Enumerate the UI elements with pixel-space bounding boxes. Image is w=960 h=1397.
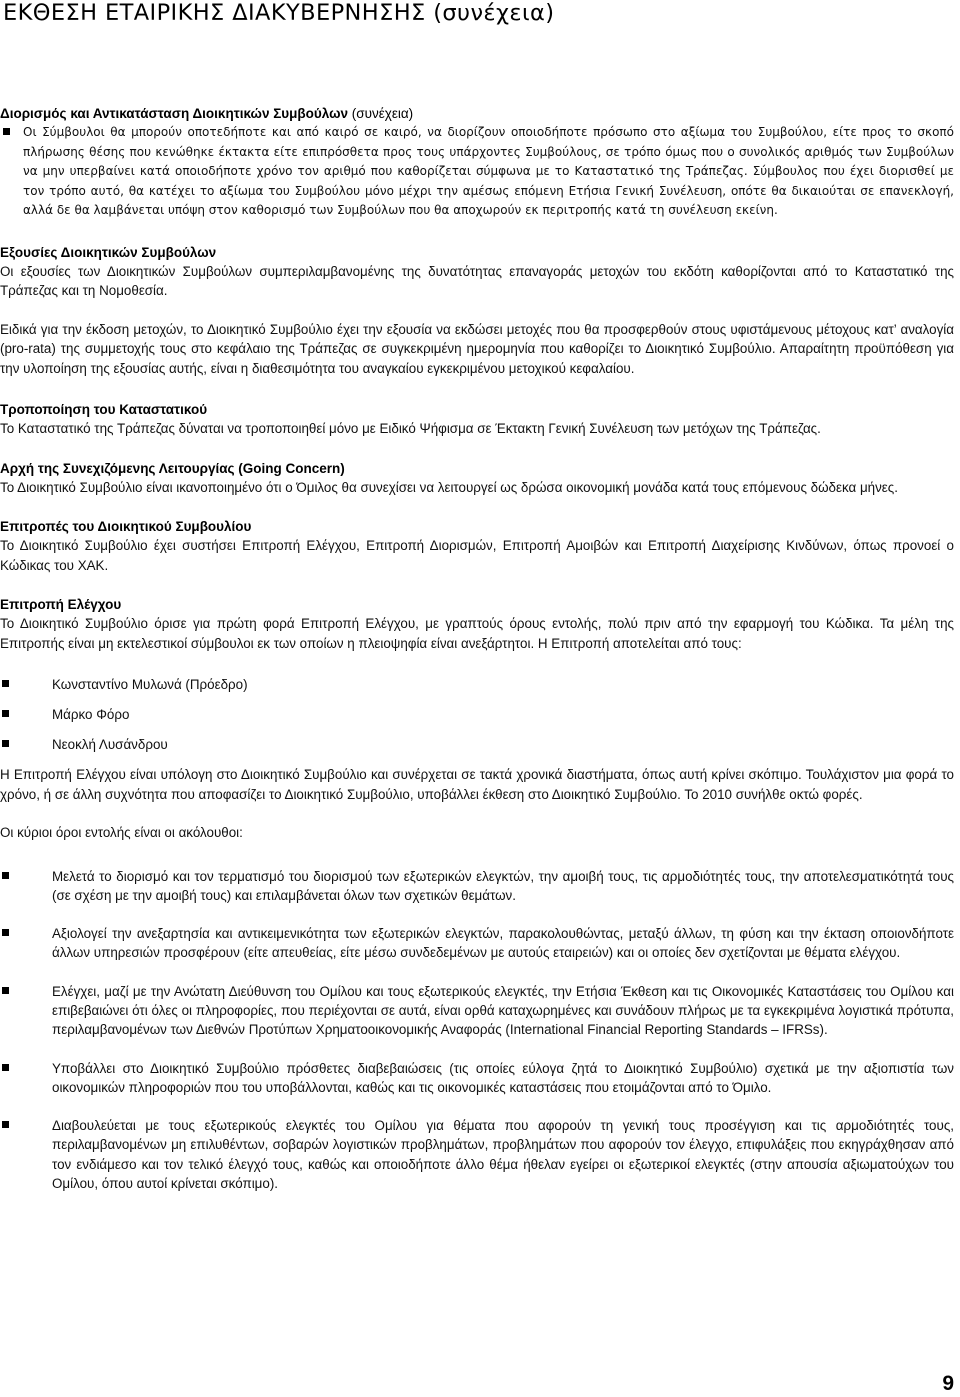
member-item: Μάρκο Φόρο	[0, 705, 954, 724]
section-heading: Επιτροπές του Διοικητικού Συμβουλίου	[0, 519, 252, 534]
paragraph: Η Επιτροπή Ελέγχου είναι υπόλογη στο Διοικητικό Συμβούλιο και συνέρχεται σε τακτά χρονικά διαστήματα, όπως αυτή κρίνει σκόπιμο. Τουλάχιστον μια φορά το χρόνο, ή σε άλλη συχνότητα που αποφασίζει το Διοικητικό Συμβούλιο, υποβάλλει έκθεση στο Διοικητικό Συμβούλιο. Το 2010 συνήλθε οκτώ φορές.	[0, 767, 954, 802]
paragraph: Ειδικά για την έκδοση μετοχών, το Διοικητικό Συμβούλιο έχει την εξουσία να εκδώσει μετοχές που θα προσφερθούν στους υφιστάμενους μέτοχους κατ’ αναλογία (pro-rata) της συμμετοχής τους στο κεφάλαιο της Τράπεζας σε συγκεκριμένη ημερομηνία που καθορίζει το Διοικητικό Συμβούλιο. Απαραίτητη προϋπόθεση για την υλοποίηση της εξουσίας αυτής, είναι η διαθεσιμότητα του αναγκαίου εγκεκριμένου μετοχικού κεφαλαίου.	[0, 321, 954, 376]
section-heading: Επιτροπή Ελέγχου	[0, 597, 122, 612]
member-list	[0, 675, 954, 754]
section-heading: Αρχή της Συνεχιζόμενης Λειτουργίας (Going Concern)	[0, 460, 345, 476]
term-item: Αξιολογεί την ανεξαρτησία και αντικειμενικότητα των εξωτερικών ελεγκτών, παρακολουθώντας, μεταξύ άλλων, τη φύση και την έκταση οποιονδήποτε άλλων υπηρεσιών προσφέρουν (είτε απευθείας, είτε μέσω συνδεδεμένων με αυτούς εταιρειών) και οι οποίες δεν σχετίζονται με θέματα ελέγχου.	[0, 924, 954, 963]
member-item: Κωνσταντίνο Μυλωνά (Πρόεδρο)	[0, 675, 954, 694]
page-title: ΕΚΘΕΣΗ ΕΤΑΙΡΙΚΗΣ ΔΙΑΚΥΒΕΡΝΗΣΗΣ (συνέχεια)	[3, 0, 555, 26]
section-heading: Τροποποίηση του Καταστατικού	[0, 402, 208, 417]
bullet-item: Οι Σύμβουλοι θα μπορούν οποτεδήποτε και από καιρό σε καιρό, να διορίζουν οποιοδήποτε πρόσωπο στο αξίωμα του Συμβούλου, είτε προς το σκοπό πλήρωσης θέσης που κενώθηκε έκτακτα είτε επιπρόσθετα προς τους υπάρχοντες Συμβούλους, σε τρόπο όμως που ο συνολικός αριθμός των Συμβούλων να μην υπερβαίνει κατά οποιοδήποτε χρόνο τον αριθμό που καθορίζεται σύμφωνα με το Καταστατικό της Τράπεζας. Σύμβουλος που έχει διορισθεί με τον τρόπο αυτό, θα κατέχει το αξίωμα του Συμβούλου μόνο μέχρι την αμέσως επόμενη Ετήσια Γενική Συνέλευση, οπότε θα δικαιούται σε επανεκλογή, αλλά δε θα λαμβάνεται υπόψη στον καθορισμό των Συμβούλων που θα αποχωρούν εκ περιτροπής κατά τη συνέλευση εκείνη.	[0, 123, 954, 221]
paragraph: Οι εξουσίες των Διοικητικών Συμβούλων συμπεριλαμβανομένης της δυνατότητας επαναγοράς μετοχών του εκδότη καθορίζονται από το Καταστατικό της Τράπεζας και τη Νομοθεσία.	[0, 263, 954, 298]
section-going-concern	[0, 459, 954, 498]
term-item: Υποβάλλει στο Διοικητικό Συμβούλιο πρόσθετες διαβεβαιώσεις (τις οποίες εύλογα ζητά το Διοικητικό Συμβούλιο) σχετικά με την αξιοπιστία των οικονομικών πληροφοριών που του υποβάλλονται, καθώς και τις οικονομικές καταστάσεις που ετοιμάζονται από το Όμιλο.	[0, 1059, 954, 1098]
term-item: Ελέγχει, μαζί με την Ανώτατη Διεύθυνση του Ομίλου και τους εξωτερικούς ελεγκτές, την Ετήσια Έκθεση και τις Οικονομικές Καταστάσεις του Ομίλου και επιβεβαιώνει ότι όλες οι πληροφορίες, που περιέχονται σε αυτά, είναι ορθά καταχωρημένες και συνάδουν πλήρως με τα εγκεκριμένα λογιστικά πρότυπα, περιλαμβανομένων των Διεθνών Προτύπων Χρηματοοικονομικής Αναφοράς (International Financial Reporting Standards – IFRSs).	[0, 982, 954, 1040]
page-number: 9	[942, 1372, 954, 1395]
section-heading: Εξουσίες Διοικητικών Συμβούλων	[0, 244, 217, 260]
term-item: Διαβουλεύεται με τους εξωτερικούς ελεγκτές του Ομίλου για θέματα που αφορούν τη γενική τους προσέγγιση και τις αρμοδιότητές τους, περιλαμβανομένων μη επιλυθέντων, σοβαρών λογιστικών προβλημάτων, προβλημάτων που αφορούν τον έλεγχο, επιφυλάξεις που εκηγράχθησαν από τον ενδιάμεσο και τον τελικό έλεγχό τους, καθώς και οποιοδήποτε άλλο θέμα ήθελαν εγείρει οι εξωτερικοί ελεγκτές (στην απουσία αξιωματούχων του Ομίλου, όπου αυτοί κρίνεται σκόπιμο).	[0, 1116, 954, 1193]
heading-text: Διορισμός και Αντικατάσταση Διοικητικών Συμβούλων	[0, 106, 349, 121]
bullet-list	[0, 123, 954, 221]
terms-list	[0, 867, 954, 1194]
paragraph: Το Καταστατικό της Τράπεζας δύναται να τροποποιηθεί μόνο με Ειδικό Ψήφισμα σε Έκτακτη Γενική Συνέλευση των μετόχων της Τράπεζας.	[0, 421, 821, 436]
section-articles	[0, 400, 954, 439]
paragraph: Το Διοικητικό Συμβούλιο έχει συστήσει Επιτροπή Ελέγχου, Επιτροπή Διορισμών, Επιτροπή Αμοιβών και Επιτροπή Διαχείρισης Κινδύνων, όπως προνοεί ο Κώδικας του ΧΑΚ.	[0, 538, 954, 573]
document-body	[0, 104, 954, 1212]
section-committees	[0, 517, 954, 575]
section-audit-committee	[0, 595, 954, 1193]
term-item: Μελετά το διορισμό και τον τερματισμό του διορισμού των εξωτερικών ελεγκτών, την αμοιβή τους, τις αρμοδιότητές τους, την αποτελεσματικότητά τους (σε σχέση με την αμοιβή τους) και επιλαμβάνεται όλων των σχετικών θεμάτων.	[0, 867, 954, 906]
heading-suffix: (συνέχεια)	[351, 106, 414, 121]
section-powers	[0, 243, 954, 379]
section-appointment	[0, 104, 954, 221]
paragraph: Οι κύριοι όροι εντολής είναι οι ακόλουθοι:	[0, 825, 243, 840]
section-heading	[0, 104, 954, 123]
paragraph: Το Διοικητικό Συμβούλιο όρισε για πρώτη φορά Επιτροπή Ελέγχου, με γραπτούς όρους εντολής, πολύ πριν από την εφαρμογή του Κώδικα. Τα μέλη της Επιτροπής είναι μη εκτελεστικοί σύμβουλοι εκ των οποίων η πλειοψηφία είναι ανεξάρτητοι. Η Επιτροπή αποτελείται από τους:	[0, 616, 954, 651]
paragraph: Το Διοικητικό Συμβούλιο είναι ικανοποιημένο ότι ο Όμιλος θα συνεχίσει να λειτουργεί ως δρώσα οικονομική μονάδα κατά τους επόμενους δώδεκα μήνες.	[0, 479, 898, 495]
member-item: Νεοκλή Λυσάνδρου	[0, 735, 954, 754]
